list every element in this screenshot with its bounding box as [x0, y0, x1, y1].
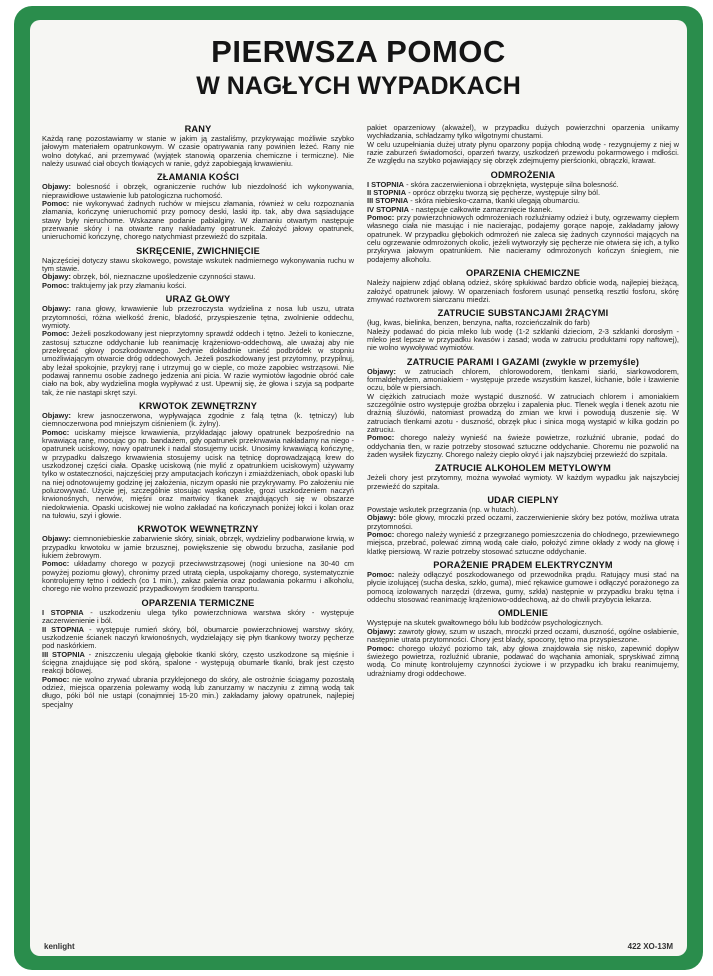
section-heading: ZŁAMANIA KOŚCI — [156, 172, 240, 183]
paragraph-lead: Objawy: — [367, 366, 396, 376]
paragraph-lead: Pomoc: — [367, 643, 395, 653]
paragraph-text: chorego należy wynieść z przegrzanego pomieszczenia do chłodnego, przewiewnego miejsca, przebrać, polewać zimną wodą całe ciało, położyć zimne okłady z wody na głowę i klatkę piersiową. W razie potrzeby stosować sztuczne oddychanie. — [367, 530, 679, 556]
paragraph-text: traktujemy jak przy złamaniu kości. — [71, 280, 187, 290]
section-heading: KRWOTOK ZEWNĘTRZNY — [138, 400, 258, 411]
section-oparzenia-chemiczne — [367, 268, 679, 304]
paragraph-lead: Objawy: — [367, 626, 396, 636]
section-heading: URAZ GŁOWY — [165, 294, 231, 305]
paragraph-text: - następuje całkowite zamarznięcie tkanek. — [411, 204, 553, 214]
section-paragraph — [42, 330, 354, 397]
section-paragraph — [42, 135, 354, 168]
paragraph-text: układamy chorego w pozycji przeciwwstrząsowej (nogi uniesione na 30-40 cm powyżej poziomu głowy), chronimy przed utratą ciepła, uspokajamy chorego, systematycznie kontrolujemy tętno i oddech (co 1 min.), zakaz palenia oraz podawania pokarmu i alkoholu, chorego nie wolno przewozić przypadkowym środkiem transportu. — [42, 559, 354, 594]
section-heading: RANY — [184, 124, 212, 134]
section-paragraph — [42, 412, 354, 429]
paragraph-text: Najczęściej dotyczy stawu skokowego, powstaje wskutek nadmiernego wykonywania ruchu w tym stawie. — [42, 255, 354, 274]
paragraph-lead: Objawy: — [42, 410, 71, 420]
section-udar-cieplny — [367, 495, 679, 556]
section-paragraph — [367, 434, 679, 459]
paragraph-lead: Pomoc: — [367, 570, 395, 580]
brand-logo-text: kenlight — [44, 942, 75, 951]
section-omdlenie — [367, 608, 679, 677]
left-column — [42, 124, 354, 924]
section-porazenie-pradem-elektrycznym — [367, 560, 679, 604]
section-oparzenia-termiczne — [42, 598, 354, 709]
section-paragraph — [367, 514, 679, 531]
paragraph-text: Występuje na skutek gwałtownego bólu lub bodźców psychologicznych. — [367, 618, 604, 628]
section-paragraph — [367, 328, 679, 353]
paragraph-lead: Pomoc: — [367, 530, 395, 540]
section-odmrozenia — [367, 170, 679, 264]
section-heading: OPARZENIA TERMICZNE — [141, 597, 255, 608]
paragraph-text: przy powierzchniowych odmrożeniach rozluźniamy odzież i buty, ogrzewamy ciepłem własnego ciała nie masując i nie nacierając, podajemy gorące napoje, zakładamy jałowy opatrunek. W przypadku głębokich odmrożeń nie zaleca się żadnych czynności mających na celu ogrzewanie odmrożonych okolic, jeżeli wytworzyły się pęcherze nie otwiera się ich, a tylko przykrywa jałowym opatrunkiem. Nie nacieramy odmrożonych kończyn śniegiem, nie podajemy alkoholu. — [367, 213, 679, 264]
paragraph-text: rana głowy, krwawienie lub przezroczysta wydzielina z nosa lub uszu, utrata przytomności, różna wielkość źrenic, bladość, przyspieszenie tętna, zwolnienie oddechu, wymioty. — [42, 304, 354, 330]
section-paragraph — [42, 626, 354, 651]
section-paragraph — [42, 183, 354, 200]
paragraph-lead: Pomoc: — [367, 213, 395, 223]
section-paragraph — [367, 393, 679, 435]
paragraph-lead: II STOPNIA — [42, 624, 85, 634]
paragraph-text: chorego ułożyć poziomo tak, aby głowa znajdowała się nisko, zapewnić dopływ świeżego powietrza, rozluźnić ubranie, podawać do wąchania amoniak, spryskiwać zimną wodą. Co minutę kontrolujemy czynności życiowe i w przypadku ich braku reanimujemy, udrażniamy drogi oddechowe. — [367, 643, 679, 678]
section-paragraph — [367, 279, 679, 304]
section-paragraph — [42, 676, 354, 709]
paragraph-lead: Pomoc: — [42, 329, 70, 339]
paragraph-text: - oprócz obrzęku tworzą się pęcherze, występuje silny ból. — [408, 188, 601, 198]
paragraph-lead: III STOPNIA — [367, 196, 409, 206]
paragraph-text: nie wolno zrywać ubrania przyklejonego do skóry, ale ostrożnie ściągamy pozostałą odzież, miejsca oparzenia polewamy wodą lub zanurzamy w naczyniu z zimną wodą tak długo, póki ból nie ustąpi (conajmniej 15-20 min.) zakładamy jałowy opatrunek, najlepiej specjalny — [42, 674, 354, 709]
paragraph-text: - skóra niebiesko-czarna, tkanki ulegają obumarciu. — [410, 196, 580, 206]
paragraph-text: W celu uzupełniania dużej utraty płynu oparzony popija chłodną wodę - rezygnujemy z niej w razie zaburzeń świadomości, oparzeń twarzy, uszkodzeń przewodu pokarmowego i mdłości. Ze względu na szybko pojawiający się obrzęk zdejmujemy pierścionki, obrączki, krawat. — [367, 139, 679, 166]
section-heading: PORAŻENIE PRĄDEM ELEKTRYCZNYM — [433, 560, 613, 571]
section-heading: OPARZENIA CHEMICZNE — [465, 268, 581, 279]
section-heading: SKRĘCENIE, ZWICHNIĘCIE — [136, 245, 260, 256]
section-continued — [367, 124, 679, 166]
section-paragraph — [42, 282, 354, 290]
paragraph-text: Każdą ranę pozostawiamy w stanie w jakim ją zastaliśmy, przykrywając możliwie szybko jałowym materiałem opatrunkowym. W czasie opatrywania rany powinien leżeć. Rany nie wolno dotykać, ani przemywać (wyjątek stanowią oparzenia chemiczne i termiczne). Nie należy usuwać ciał obcych tkwiących w ranie, gdyż zapobiegają krwawieniu. — [42, 134, 354, 169]
paragraph-text: w zatruciach chlorem, chlorowodorem, tlenkami siarki, siarkowodorem, formaldehydem, amoniakiem - występuje przede wszystkim kaszel, kichanie, bóle i łzawienie oczu, bóle w piersiach. — [367, 366, 679, 393]
paragraph-lead: I STOPNIA — [367, 179, 405, 189]
paragraph-text: W ciężkich zatruciach może wystąpić duszność. W zatruciach chlorem i amoniakiem szczególnie ostro występuje groźba obrzęku i zapalenia płuc. Tlenek węgla i tlenek azotu nie drażnią śluzówki, natomiast prowadzą do zmian we krwi i powodują duszenie się. W zatruciach tlenkami azotu - duszność, obrzęk płuc i sinica mogą wystąpić w kilka godzin po zatruciu. — [367, 391, 679, 434]
paragraph-text: krew jasnoczerwona, wypływająca zgodnie z falą tętna (k. tętniczy) lub ciemnoczerwona pod mniejszym ciśnieniem (k. żylny). — [42, 410, 354, 429]
paragraph-lead: Objawy: — [42, 182, 71, 192]
title-line-2: W NAGŁYCH WYPADKACH — [196, 72, 521, 100]
section-uraz-glowy — [42, 294, 354, 397]
paragraph-text: nie wykonywać żadnych ruchów w miejscu złamania, również w celu rozpoznania złamania, kończynę unieruchomić przy pomocy deski, laski itp. tak, aby dwa sąsiadujące stawy były nieruchome. Wskazane podanie pabialginy. W złamaniu otwartym następuje przerwanie skóry i na otwarte rany nakładamy opatrunek. Założyć jałowy opatrunek, unieruchomić kończynę, chorego natychmiast przewieźć do szpitala. — [42, 199, 354, 242]
right-column — [367, 124, 679, 932]
paragraph-lead: Pomoc: — [42, 199, 70, 209]
section-paragraph — [42, 200, 354, 242]
title-line-1: PIERWSZA POMOC — [211, 34, 506, 69]
section-paragraph — [367, 368, 679, 393]
paragraph-text: (ług, kwas, bielinka, benzen, benzyna, nafta, rozcieńczalnik do farb) — [367, 318, 590, 328]
section-paragraph — [367, 141, 679, 166]
paragraph-text: ciemnoniebieskie zabarwienie skóry, siniak, obrzęk, wydzieliny podbarwione krwią, w przypadku krwotoku w jamie brzusznej, powiększenie się obwodu brzucha, zasilanie pod łukiem żebrowym. — [42, 534, 354, 561]
paragraph-text: - zniszczeniu ulegają głębokie tkanki skóry, często uszkodzone są mięśnie i ścięgna znajdujące się pod skórą, spalone - występują obumarłe tkanki, brak jest często reakcji bólowej. — [42, 649, 354, 676]
paragraph-text: chorego należy wynieść na świeże powietrze, rozluźnić ubranie, podać do oddychania tlen, w razie potrzeby stosować sztuczne oddychanie. Choremu nie pozwolić na żaden wysiłek fizyczny. Chorego należy ciepło okryć i jak najszybciej przewieźć do szpitala. — [367, 433, 679, 459]
section-heading: ZATRUCIE SUBSTANCJAMI ŻRĄCYMI — [437, 308, 609, 319]
paragraph-text: pakiet oparzeniowy (akważel), w przypadku dużych powierzchni oparzenia unikamy wychładzania, schładzamy tylko wilgotnymi chustami. — [367, 124, 679, 141]
paragraph-lead: Objawy: — [42, 534, 71, 544]
section-heading: ZATRUCIE PARAMI I GAZAMI (zwykle w przemyśle) — [406, 356, 640, 367]
section-skrecenie-zwichniecie — [42, 246, 354, 290]
section-zatrucie-parami-i-gazami-zwykle-w-przemysle — [367, 357, 679, 460]
section-heading: ODMROŻENIA — [490, 169, 556, 180]
paragraph-text: uciskamy miejsce krwawienia, przykładając jałowy opatrunek bezpośrednio na krwawiącą ranę, mocując go np. bandażem, gdy opatrunek przekrwawia nakładamy na niego - opatrunek uciskowy, nowy opatrunek i nadal stosujemy ucisk. Unosimy krwawiącą kończynę, w przypadku dalszego krwawienia stosujemy ucisk na tętnicę doprowadzającą krew do uszkodzonej części ciała. Opaskę uciskową (nie mylić z opatrunkiem uciskowym) używamy tylko w ostateczności, najczęściej przy amputacjach kończyn i zmiażdżeniach, obok opaski lub na niej odnotowujemy godzinę jej założenia, niczym opaski nie przykrywamy. Po założeniu nie poluzowywać. Użycie jej, szczególnie stosując wąską opaskę, grozi uszkodzeniem naczyń krwionośnych, nerwów, mięśni oraz martwicy tkanek znajdujących się w obszarze niedokrwienia. Opaski uciskowej nie wolno zakładać na kończynach poniżej łokci i kolan oraz na tułowiu, szyi i głowie. — [42, 427, 354, 521]
section-heading: ZATRUCIE ALKOHOLEM METYLOWYM — [434, 463, 612, 474]
paragraph-text: Należy podawać do picia mleko lub wodę (1-2 szklanki dzieciom, 2-3 szklanki dorosłym - mleko jest lepsze w przypadku kwasów i zasad; woda w zatruciu produktami ropy naftowej), nie wolno wywoływać wymiotów. — [367, 326, 679, 353]
section-heading: KRWOTOK WEWNĘTRZNY — [137, 524, 259, 535]
section-rany — [42, 124, 354, 168]
paragraph-lead: Pomoc: — [42, 280, 70, 290]
product-code: 422 XO-13M — [627, 942, 673, 951]
paragraph-lead: II STOPNIA — [367, 188, 407, 198]
paragraph-lead: Objawy: — [42, 304, 71, 314]
section-zatrucie-alkoholem-metylowym — [367, 463, 679, 491]
paragraph-lead: Pomoc: — [367, 433, 395, 443]
paragraph-text: Jeżeli chory jest przytomny, można wywołać wymioty. W każdym wypadku jak najszybciej przewieźć do szpitala. — [367, 473, 679, 491]
section-paragraph — [42, 535, 354, 560]
section-paragraph — [42, 609, 354, 626]
section-zlamania-kosci — [42, 172, 354, 241]
section-paragraph — [367, 531, 679, 556]
section-zatrucie-substancjami-zracymi — [367, 308, 679, 352]
section-paragraph — [367, 571, 679, 604]
section-heading: UDAR CIEPLNY — [487, 495, 559, 506]
section-krwotok-wewnetrzny — [42, 524, 354, 593]
paragraph-text: zawroty głowy, szum w uszach, mroczki przed oczami, duszność, ogólne osłabienie, następnie utrata przytomności. Chory jest blady, spocony, tętno ma przyspieszone. — [367, 626, 679, 645]
paragraph-text: obrzęk, ból, nieznaczne upośledzenie czynności stawu. — [73, 272, 256, 282]
section-paragraph — [42, 257, 354, 274]
paragraph-text: należy odłączyć poszkodowanego od przewodnika prądu. Ratujący musi stać na płycie izolującej (sucha deska, szkło, guma), mieć rękawice gumowe i odłączyć porażonego za pomocą izolowanych narzędzi (drzewa, gumy, szkła) następnie w przypadku braku tętna i oddechu stosować reanimację krążeniowo-oddechową, aż do chwili przybycia lekarza. — [367, 570, 679, 605]
section-paragraph — [42, 651, 354, 676]
paragraph-lead: I STOPNIA — [42, 607, 84, 617]
paragraph-lead: III STOPNIA — [42, 649, 85, 659]
section-paragraph — [42, 429, 354, 521]
section-paragraph — [367, 628, 679, 645]
sign-frame — [14, 6, 703, 970]
section-krwotok-zewnetrzny — [42, 401, 354, 520]
section-paragraph — [367, 645, 679, 678]
paragraph-lead: Objawy: — [42, 272, 71, 282]
section-paragraph — [42, 560, 354, 593]
paragraph-text: Jeżeli poszkodowany jest nieprzytomny sprawdź oddech i tętno. Jeżeli to konieczne, zastosuj sztuczne oddychanie lub reanimację krążeniowo-oddechową, ale uważaj aby nie przekręcać głowy poszkodowanego. Jedynie dokładnie unieść podbródek w stopniu umożliwiającym otwarcie dróg oddechowych. Jeżeli poszkodowany jest przytomny, przypilnuj, aby leżał spokojnie, przykryj ranę i utrzymuj go w cieple, co może zapobiec wstrząsowi. Nie podawaj rannemu osobie żadnego jedzenia ani picia. W razie wymiotów łagodnie obróć całe ciało na bok, aby wydzielina mogła wypływać z ust. Upewnij się, że głowa i szyja są podparte tak, że nie nastąpi skręt szyi. — [42, 329, 354, 397]
paragraph-lead: IV STOPNIA — [367, 204, 410, 214]
paragraph-text: bolesność i obrzęk, ograniczenie ruchów lub niezdolność ich wykonywania, nieprawidłowe ustawienie lub patologiczna ruchomość. — [42, 182, 354, 200]
paragraph-lead: Pomoc: — [42, 427, 70, 437]
paragraph-text: bóle głowy, mroczki przed oczami, zaczerwienienie skóry bez potów, możliwa utrata przytomności. — [367, 513, 679, 531]
paragraph-text: Powstaje wskutek przegrzania (np. w hutach). — [367, 505, 519, 515]
sign-panel — [30, 20, 687, 956]
section-paragraph — [367, 214, 679, 264]
section-paragraph — [367, 474, 679, 491]
paragraph-lead: Pomoc: — [42, 674, 70, 684]
paragraph-text: Należy najpierw zdjąć oblaną odzież, skórę spłukiwać bardzo obficie wodą, najlepiej bieżącą, założyć opatrunek jałowy. W oparzeniach fosforem usunąć pensetką resztki fosforu, skórę zmywać roztworem siarczanu miedzi. — [367, 278, 679, 304]
paragraph-text: - skóra zaczerwieniona i obrzęknięta, występuje silna bolesność. — [406, 179, 619, 189]
section-paragraph — [42, 305, 354, 330]
section-heading: OMDLENIE — [497, 608, 549, 619]
paragraph-text: - uszkodzeniu ulega tylko powierzchniowa warstwa skóry - występuje zaczerwienienie i ból. — [42, 607, 354, 626]
paragraph-text: - występuje rumień skóry, ból, obumarcie powierzchniowej warstwy skóry, uszkodzenie ścianek naczyń krwionośnych, wydzielający się płyn tkankowy tworzy pęcherze pod naskórkiem. — [42, 624, 354, 651]
paragraph-lead: Pomoc: — [42, 559, 70, 569]
paragraph-lead: Objawy: — [367, 513, 396, 523]
section-paragraph — [367, 124, 679, 141]
